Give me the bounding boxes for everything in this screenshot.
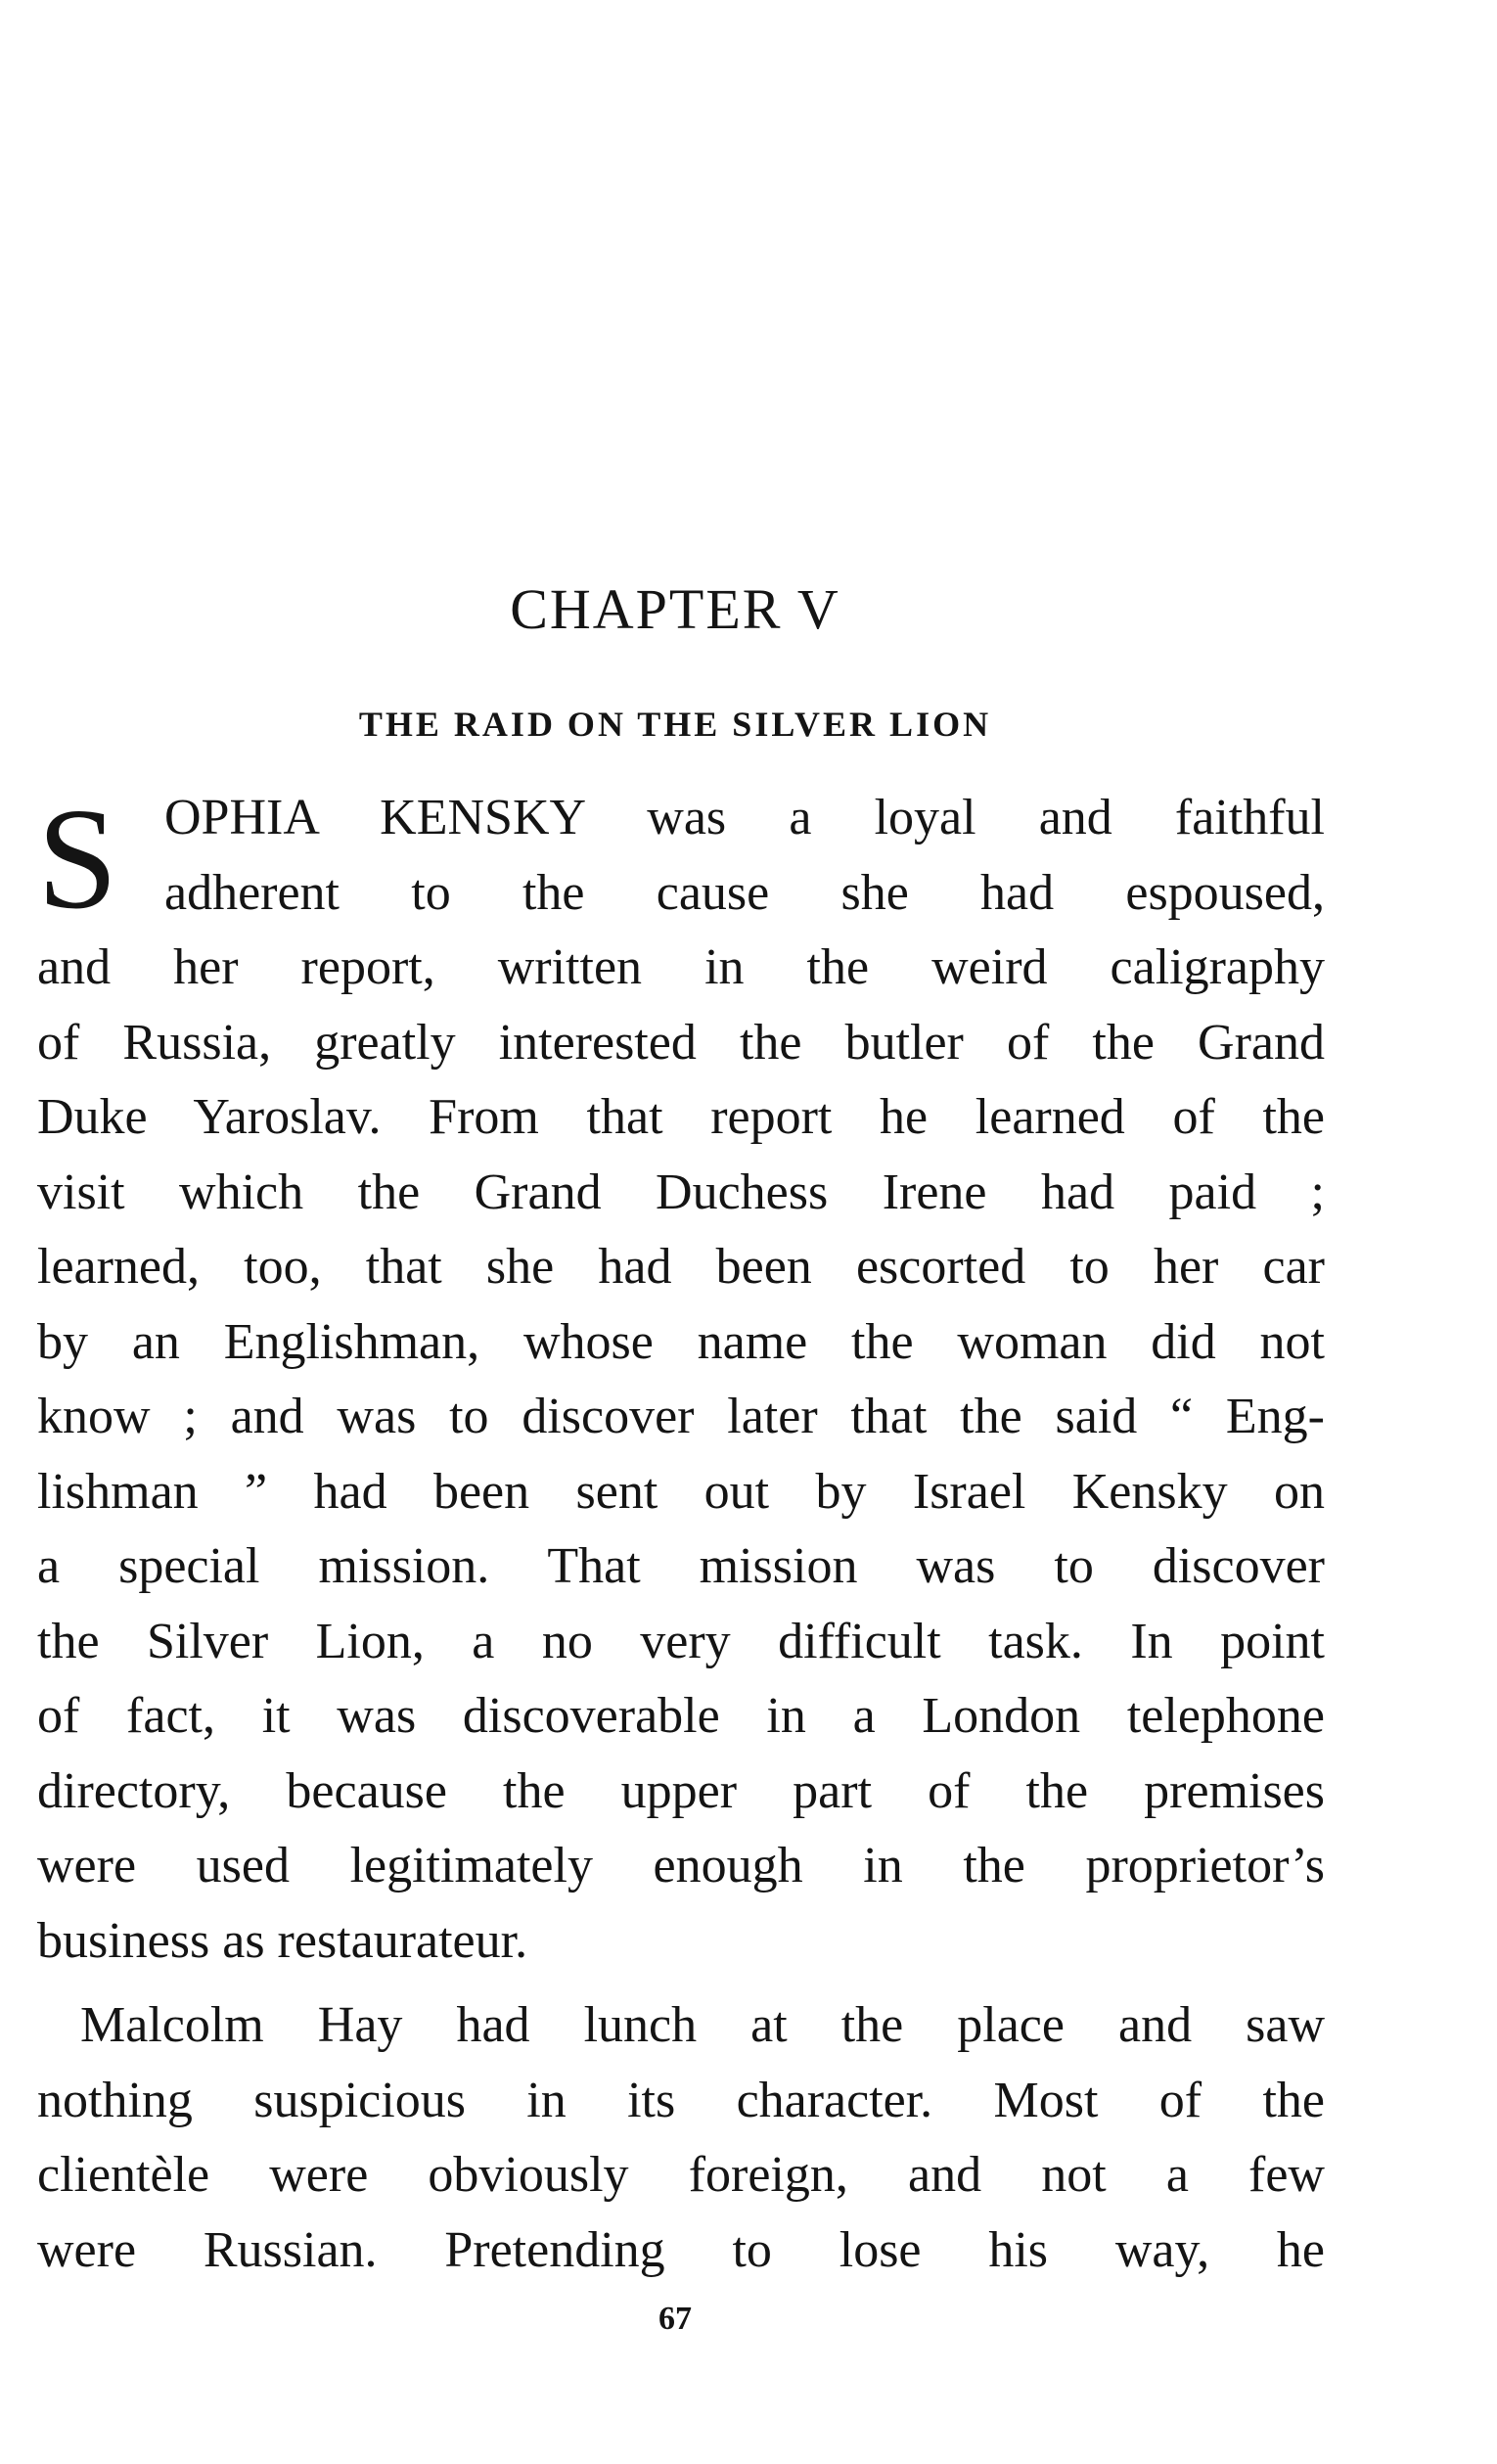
text-line: of fact, it was discoverable in a London telephone xyxy=(37,1688,1325,1744)
text-line: nothing suspicious in its character. Most of the xyxy=(37,2072,1325,2128)
text-line: by an Englishman, whose name the woman did not xyxy=(37,1313,1325,1370)
text-line: directory, because the upper part of the premises xyxy=(37,1762,1325,1819)
chapter-subtitle: THE RAID ON THE SILVER LION xyxy=(358,705,992,744)
text-line: clientèle were obviously foreign, and not a few xyxy=(37,2147,1325,2203)
paragraph-gap xyxy=(37,1979,1325,1988)
page-number: 67 xyxy=(658,2301,692,2337)
text-line: adherent to the cause she had espoused, xyxy=(164,864,1325,921)
text-line: business as restaurateur. xyxy=(37,1912,528,1969)
text-line: of Russia, greatly interested the butler of the Grand xyxy=(37,1014,1325,1071)
text-line: know ; and was to discover later that the said “ Eng- xyxy=(37,1389,1325,1444)
text-line: a special mission. That mission was to discover xyxy=(37,1538,1325,1594)
text-line: OPHIA KENSKY was a loyal and faithful xyxy=(164,790,1325,845)
text-line: learned, too, that she had been escorted to her car xyxy=(37,1239,1325,1295)
text-line: were Russian. Pretending to lose his way, he xyxy=(37,2221,1325,2278)
paragraph xyxy=(37,1988,1325,2288)
paragraph xyxy=(37,781,1325,1979)
text-line: were used legitimately enough in the proprietor’s xyxy=(37,1838,1325,1894)
text-line: Duke Yaroslav. From that report he learned of the xyxy=(37,1089,1325,1145)
body-text xyxy=(37,781,1325,2288)
chapter-title: CHAPTER V xyxy=(510,577,840,641)
text-line: lishman ” had been sent out by Israel Kensky on xyxy=(37,1463,1325,1520)
text-line: and her report, written in the weird caligraphy xyxy=(37,939,1325,995)
text-line: Malcolm Hay had lunch at the place and saw xyxy=(80,1997,1325,2053)
text-line: the Silver Lion, a no very difficult task. In point xyxy=(37,1613,1325,1669)
drop-cap: S xyxy=(37,779,118,939)
text-line: visit which the Grand Duchess Irene had paid ; xyxy=(37,1164,1325,1220)
